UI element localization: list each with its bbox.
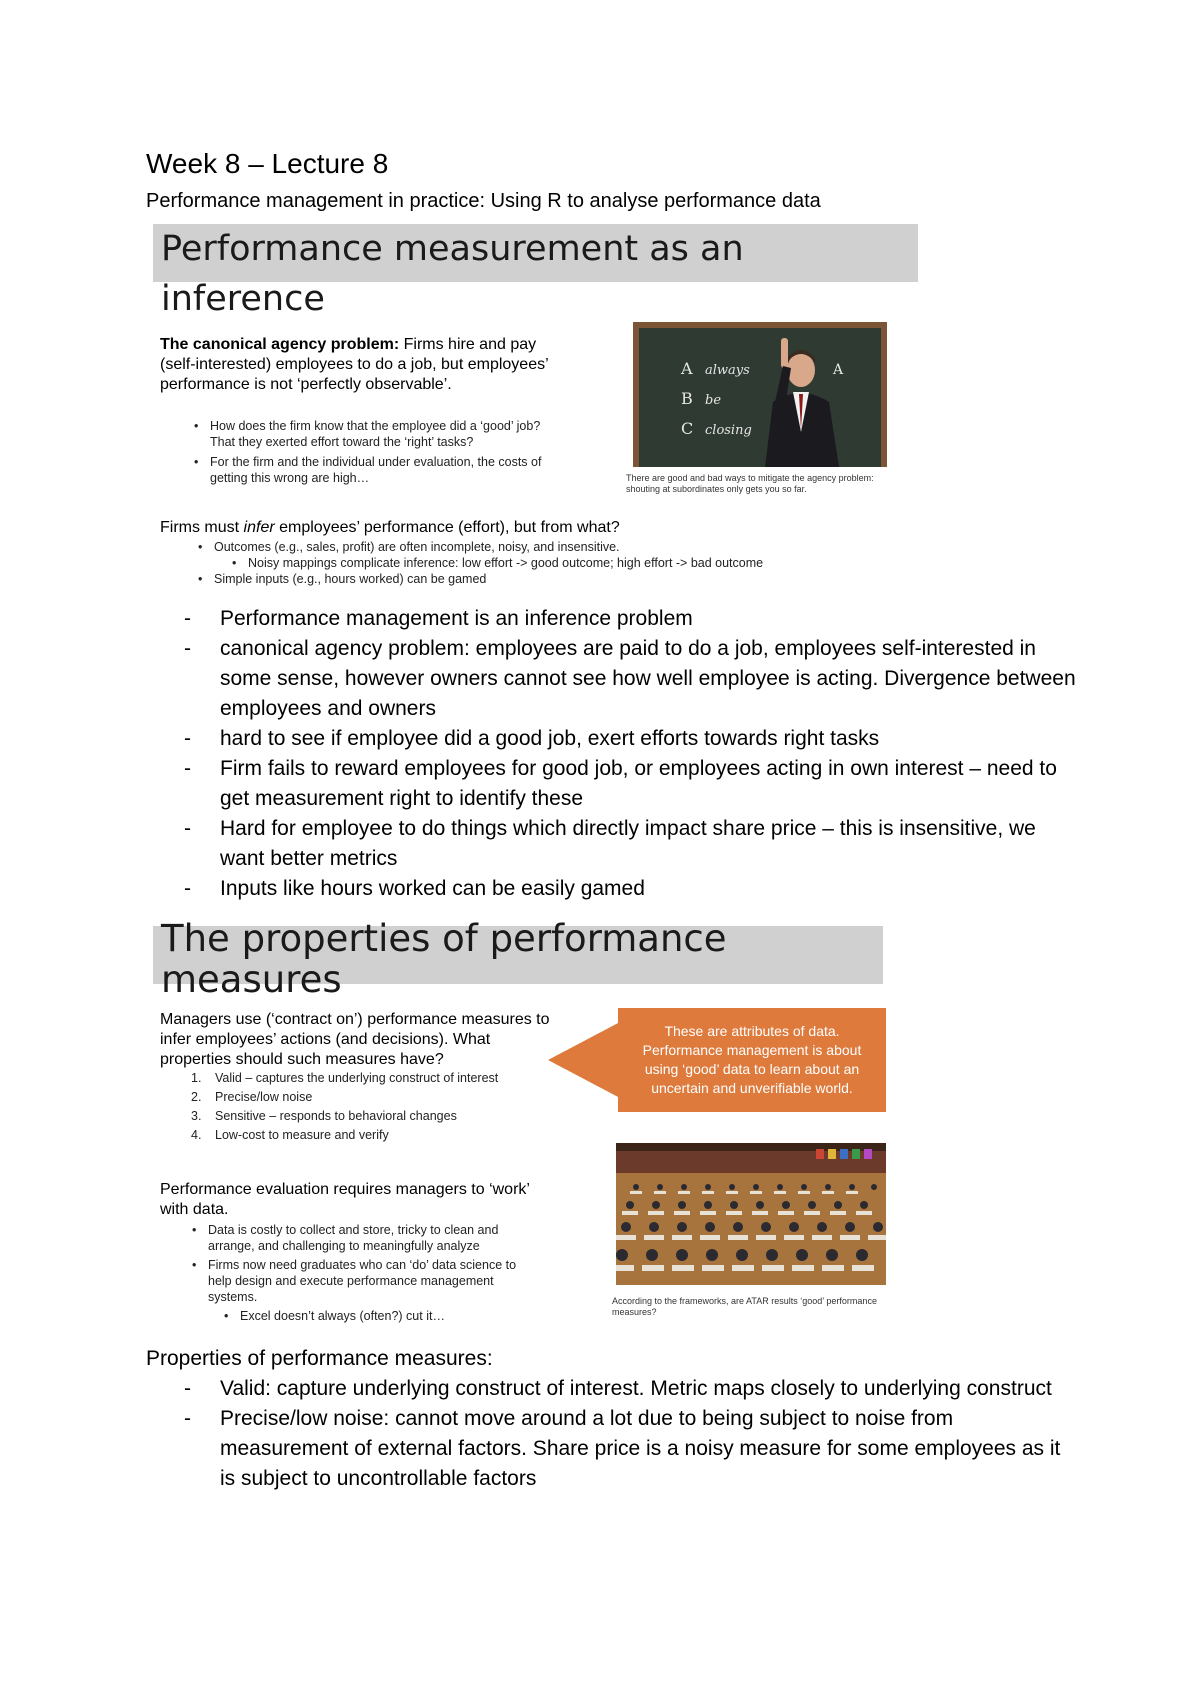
property-text: Valid – captures the underlying construct of interest — [215, 1071, 499, 1085]
lecture-notes-1 — [180, 604, 1080, 904]
blackboard-image — [633, 322, 887, 467]
evaluation-bullet: • Data is costly to collect and store, tricky to clean and arrange, and challenging to meaningfully analyze — [208, 1222, 533, 1254]
blackboard-caption: There are good and bad ways to mitigate the agency problem: shouting at subordinates only gets you so far. — [626, 473, 874, 494]
board-word-closing: closing — [705, 423, 752, 438]
exam-hall-illustration — [616, 1143, 886, 1285]
notes-2-heading: Properties of performance measures: — [146, 1347, 493, 1370]
property-text: Sensitive – responds to behavioral changes — [215, 1109, 457, 1123]
note-item: - Firm fails to reward employees for good job, or employees acting in own interest – need to get measurement right to identify these — [180, 754, 1080, 814]
property-num: 3. — [191, 1109, 202, 1123]
note-item: - Inputs like hours worked can be easily gamed — [180, 874, 1080, 904]
blackboard-illustration — [633, 322, 887, 467]
property-item — [191, 1089, 545, 1105]
property-text: Low-cost to measure and verify — [215, 1128, 389, 1142]
note-item: - Hard for employee to do things which directly impact share price – this is insensitive, we want better metrics — [180, 814, 1080, 874]
board-word-always: always — [705, 363, 750, 378]
note-item: - hard to see if employee did a good job, exert efforts towards right tasks — [180, 724, 1080, 754]
property-item — [191, 1070, 545, 1086]
evaluation-bullets — [208, 1222, 533, 1324]
infer-line — [160, 518, 860, 538]
page-title: Week 8 – Lecture 8 — [146, 148, 389, 179]
infer-bullets — [214, 539, 994, 587]
note-item: - canonical agency problem: employees are paid to do a job, employees self-interested in some sense, however owners cannot see how well employee is acting. Divergence between employees and owners — [180, 634, 1080, 724]
board-letter-a: A — [681, 359, 693, 378]
page-subtitle: Performance management in practice: Using R to analyse performance data — [146, 190, 821, 212]
infer-italic: infer — [243, 519, 275, 536]
agency-bullet: • How does the firm know that the employee did a ‘good’ job? That they exerted effort toward the ‘right’ tasks? — [210, 418, 555, 450]
board-letter-c: C — [681, 419, 694, 438]
property-num: 2. — [191, 1090, 202, 1104]
property-num: 1. — [191, 1071, 202, 1085]
exam-hall-caption: According to the frameworks, are ATAR results ‘good’ performance measures? — [612, 1296, 877, 1317]
agency-problem-text — [160, 335, 555, 395]
evaluation-intro: Performance evaluation requires managers to ‘work’ with data. — [160, 1181, 530, 1218]
infer-bullet: • Outcomes (e.g., sales, profit) are often incomplete, noisy, and insensitive. — [214, 539, 994, 555]
lecture-notes-2 — [180, 1374, 1080, 1494]
slide-title-inference: Performance measurement as an inference — [153, 224, 918, 282]
infer-post: employees’ performance (effort), but from what? — [274, 519, 620, 536]
agency-bullet: • For the firm and the individual under evaluation, the costs of getting this wrong are high… — [210, 454, 555, 486]
svg-text:A: A — [833, 362, 844, 378]
board-word-be: be — [705, 393, 722, 408]
note-item: - Performance management is an inference problem — [180, 604, 1080, 634]
agency-problem-bold: The canonical agency problem: — [160, 336, 400, 353]
note-item: - Precise/low noise: cannot move around a lot due to being subject to noise from measurement of external factors. Share price is a noisy measure for some employees as it is subject to uncontrollable factors — [180, 1404, 1080, 1494]
infer-subbullet: • Noisy mappings complicate inference: low effort -> good outcome; high effort -> bad outcome — [248, 555, 994, 571]
data-attributes-callout: These are attributes of data. Performance management is about using ‘good’ data to learn about an uncertain and unverifiable world. — [618, 1008, 886, 1112]
infer-bullet: • Simple inputs (e.g., hours worked) can be gamed — [214, 571, 994, 587]
properties-intro: Managers use (‘contract on’) performance measures to infer employees’ actions (and decisions). What properties should such measures have? — [160, 1011, 550, 1068]
board-letter-b: B — [681, 389, 693, 408]
property-text: Precise/low noise — [215, 1090, 313, 1104]
properties-list — [191, 1070, 545, 1143]
callout-arrow — [548, 1022, 620, 1098]
note-item: - Valid: capture underlying construct of interest. Metric maps closely to underlying construct — [180, 1374, 1080, 1404]
evaluation-subbullet: • Excel doesn’t always (often?) cut it… — [240, 1308, 533, 1324]
property-item — [191, 1127, 545, 1143]
slide-title-properties: The properties of performance measures — [153, 918, 883, 984]
agency-problem-rest: Firms hire and pay (self-interested) employees to do a job, but employees’ performance is not ‘perfectly observable’. — [160, 336, 549, 393]
infer-pre: Firms must — [160, 519, 244, 536]
agency-bullets — [210, 418, 555, 486]
evaluation-bullet: • Firms now need graduates who can ‘do’ data science to help design and execute performance management systems. — [208, 1257, 533, 1305]
property-item — [191, 1108, 545, 1124]
property-num: 4. — [191, 1128, 202, 1142]
exam-hall-image — [616, 1143, 886, 1285]
